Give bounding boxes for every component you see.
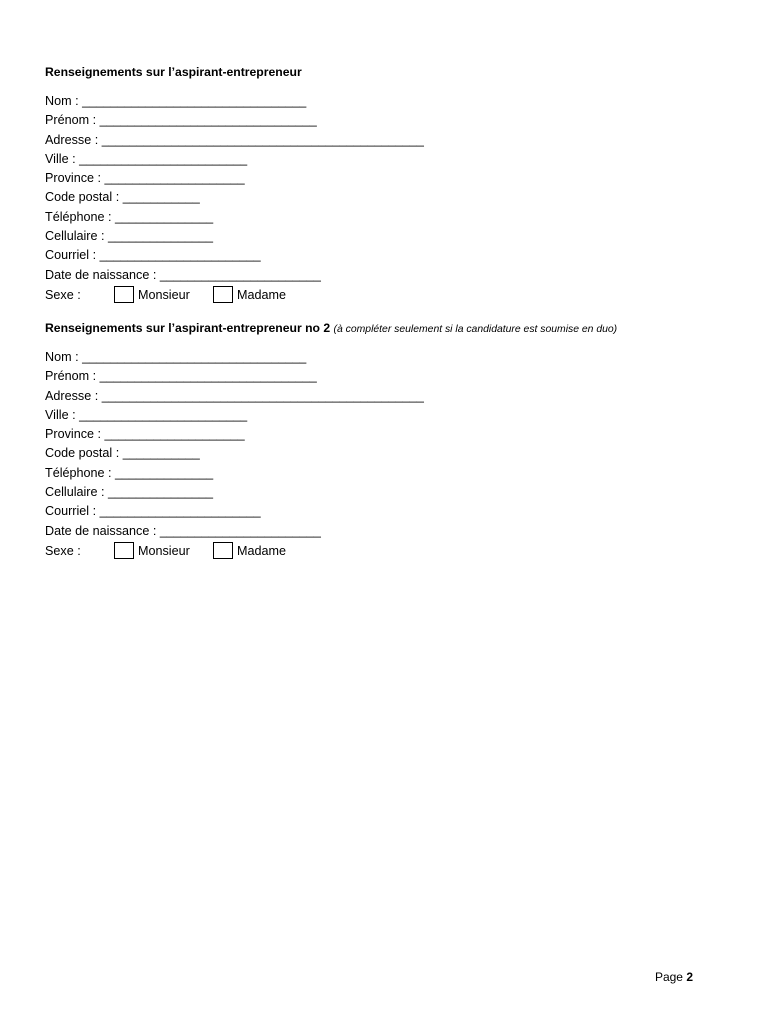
field-prenom[interactable]: Prénom : _______________________________ [45, 369, 317, 384]
section-applicant-2 [45, 321, 745, 562]
field-adresse[interactable]: Adresse : ______________________________________________ [45, 132, 424, 147]
field-nom[interactable]: Nom : ________________________________ [45, 94, 307, 108]
page-number-value: 2 [686, 970, 693, 984]
field-ville[interactable]: Ville : ________________________ [45, 407, 248, 422]
field-code-postal[interactable]: Code postal : ___________ [45, 446, 200, 461]
monsieur-label: Monsieur [138, 287, 190, 302]
sex-row [45, 541, 745, 562]
field-courriel[interactable]: Courriel : _______________________ [45, 248, 261, 263]
sex-label: Sexe : [45, 287, 81, 302]
field-date-naissance[interactable]: Date de naissance : _______________________ [45, 267, 321, 282]
field-code-postal[interactable]: Code postal : ___________ [45, 190, 200, 205]
field-province[interactable]: Province : ____________________ [45, 171, 245, 186]
field-province[interactable]: Province : ____________________ [45, 427, 245, 442]
section-title [45, 321, 745, 336]
monsieur-checkbox[interactable] [114, 542, 134, 559]
page-label: Page [654, 970, 683, 984]
field-nom[interactable]: Nom : ________________________________ [45, 350, 307, 364]
field-courriel[interactable]: Courriel : _______________________ [45, 504, 261, 519]
field-list [45, 348, 745, 562]
madame-label: Madame [237, 543, 286, 558]
field-ville[interactable]: Ville : ________________________ [45, 151, 248, 166]
madame-checkbox[interactable] [213, 286, 233, 303]
monsieur-checkbox[interactable] [114, 286, 134, 303]
section-applicant-1 [45, 65, 745, 306]
page-number [655, 970, 693, 984]
sex-row [45, 285, 745, 306]
field-telephone[interactable]: Téléphone : ______________ [45, 465, 214, 480]
field-telephone[interactable]: Téléphone : ______________ [45, 209, 214, 224]
section-title: Renseignements sur l’aspirant-entrepreneur [45, 65, 302, 79]
sex-label: Sexe : [45, 543, 81, 558]
field-cellulaire[interactable]: Cellulaire : _______________ [45, 229, 214, 244]
field-prenom[interactable]: Prénom : _______________________________ [45, 113, 317, 128]
section-note: (à compléter seulement si la candidature est soumise en duo) [333, 324, 618, 335]
madame-checkbox[interactable] [213, 542, 233, 559]
section-title-text: Renseignements sur l’aspirant-entrepreneur no 2 [45, 321, 331, 335]
field-date-naissance[interactable]: Date de naissance : _______________________ [45, 523, 321, 538]
madame-label: Madame [237, 287, 286, 302]
field-cellulaire[interactable]: Cellulaire : _______________ [45, 485, 214, 500]
field-adresse[interactable]: Adresse : ______________________________________________ [45, 388, 424, 403]
field-list [45, 92, 745, 306]
monsieur-label: Monsieur [138, 543, 190, 558]
